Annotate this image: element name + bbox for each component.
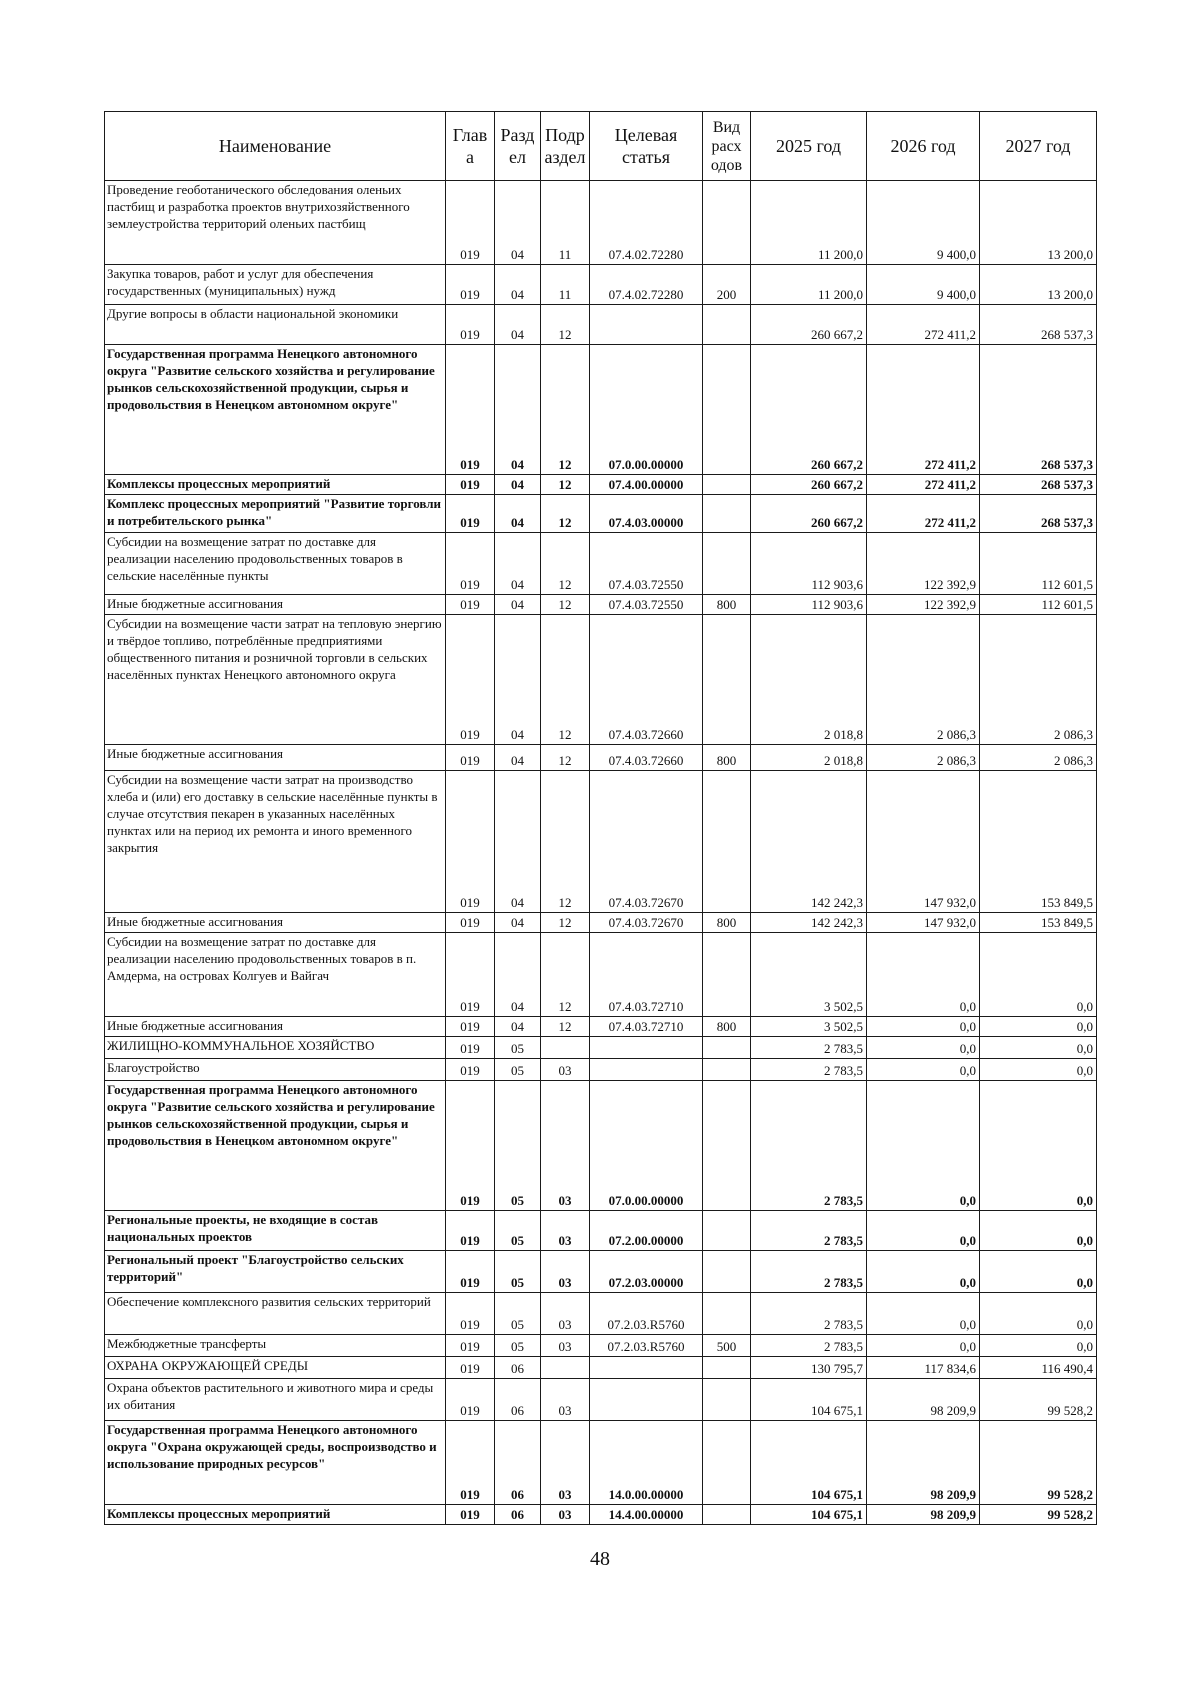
row-subsection: 03 — [541, 1505, 590, 1525]
row-amount-2027: 13 200,0 — [980, 181, 1097, 265]
row-amount-2026: 0,0 — [867, 1251, 980, 1293]
row-subsection: 03 — [541, 1421, 590, 1505]
row-subsection: 03 — [541, 1293, 590, 1335]
row-name: Государственная программа Ненецкого автономного округа "Охрана окружающей среды, воспроизводство и использование природных ресурсов" — [105, 1421, 446, 1505]
row-subsection — [541, 1037, 590, 1059]
row-target-article: 07.4.03.72550 — [590, 595, 703, 615]
row-amount-2027: 99 528,2 — [980, 1505, 1097, 1525]
row-subsection: 12 — [541, 615, 590, 745]
col-header-subsection: Подр аздел — [541, 112, 590, 181]
row-section: 04 — [495, 615, 541, 745]
row-name: Государственная программа Ненецкого автономного округа "Развитие сельского хозяйства и регулирование рынков сельскохозяйственной продукции, сырья и продовольствия в Ненецком автономном округе" — [105, 345, 446, 475]
row-name: Межбюджетные трансферты — [105, 1335, 446, 1357]
table-row — [105, 1357, 1097, 1379]
row-expense-type — [703, 1421, 751, 1505]
row-amount-2025: 260 667,2 — [751, 475, 867, 495]
table-body — [105, 181, 1097, 1525]
row-amount-2025: 260 667,2 — [751, 495, 867, 533]
row-name: Проведение геоботанического обследования оленьих пастбищ и разработка проектов внутрихозяйственного землеустройства территорий оленьих пастбищ — [105, 181, 446, 265]
row-target-article: 07.4.03.72660 — [590, 745, 703, 771]
row-name: Региональный проект "Благоустройство сельских территорий" — [105, 1251, 446, 1293]
row-amount-2027: 0,0 — [980, 1293, 1097, 1335]
row-target-article — [590, 1059, 703, 1081]
row-target-article: 07.2.00.00000 — [590, 1211, 703, 1251]
row-amount-2026: 0,0 — [867, 1335, 980, 1357]
table-row — [105, 933, 1097, 1017]
row-chapter: 019 — [446, 771, 495, 913]
table-row — [105, 745, 1097, 771]
row-chapter: 019 — [446, 1421, 495, 1505]
row-chapter: 019 — [446, 913, 495, 933]
row-amount-2025: 104 675,1 — [751, 1421, 867, 1505]
row-amount-2025: 2 783,5 — [751, 1037, 867, 1059]
row-target-article: 07.4.00.00000 — [590, 475, 703, 495]
row-section: 05 — [495, 1059, 541, 1081]
row-chapter: 019 — [446, 615, 495, 745]
row-section: 05 — [495, 1081, 541, 1211]
row-subsection — [541, 1357, 590, 1379]
budget-table — [104, 111, 1097, 1525]
row-section: 06 — [495, 1357, 541, 1379]
row-expense-type — [703, 1379, 751, 1421]
row-amount-2027: 0,0 — [980, 1037, 1097, 1059]
row-expense-type: 500 — [703, 1335, 751, 1357]
row-expense-type — [703, 475, 751, 495]
row-subsection: 03 — [541, 1059, 590, 1081]
row-expense-type — [703, 1357, 751, 1379]
row-amount-2026: 272 411,2 — [867, 495, 980, 533]
row-target-article: 07.4.03.72710 — [590, 933, 703, 1017]
row-amount-2025: 11 200,0 — [751, 181, 867, 265]
row-amount-2027: 153 849,5 — [980, 771, 1097, 913]
row-name: Субсидии на возмещение затрат по доставке для реализации населению продовольственных товаров в п. Амдерма, на островах Колгуев и Вайгач — [105, 933, 446, 1017]
row-chapter: 019 — [446, 265, 495, 305]
row-target-article: 14.0.00.00000 — [590, 1421, 703, 1505]
table-row — [105, 495, 1097, 533]
row-section: 04 — [495, 595, 541, 615]
row-amount-2026: 98 209,9 — [867, 1379, 980, 1421]
row-chapter: 019 — [446, 181, 495, 265]
row-amount-2025: 2 018,8 — [751, 745, 867, 771]
row-subsection: 03 — [541, 1081, 590, 1211]
row-expense-type — [703, 305, 751, 345]
row-expense-type — [703, 533, 751, 595]
row-amount-2027: 0,0 — [980, 1251, 1097, 1293]
row-subsection: 12 — [541, 533, 590, 595]
row-amount-2025: 112 903,6 — [751, 533, 867, 595]
row-subsection: 03 — [541, 1211, 590, 1251]
row-amount-2025: 2 783,5 — [751, 1251, 867, 1293]
row-chapter: 019 — [446, 1379, 495, 1421]
row-name: ОХРАНА ОКРУЖАЮЩЕЙ СРЕДЫ — [105, 1357, 446, 1379]
row-amount-2026: 122 392,9 — [867, 533, 980, 595]
row-chapter: 019 — [446, 345, 495, 475]
row-amount-2026: 98 209,9 — [867, 1421, 980, 1505]
row-amount-2025: 260 667,2 — [751, 305, 867, 345]
row-section: 05 — [495, 1293, 541, 1335]
row-section: 04 — [495, 745, 541, 771]
row-section: 04 — [495, 933, 541, 1017]
row-amount-2026: 0,0 — [867, 1293, 980, 1335]
row-expense-type — [703, 1505, 751, 1525]
page-number: 48 — [590, 1548, 610, 1570]
table-row — [105, 181, 1097, 265]
row-section: 04 — [495, 181, 541, 265]
col-header-2027: 2027 год — [980, 112, 1097, 181]
row-section: 04 — [495, 771, 541, 913]
row-target-article: 07.4.02.72280 — [590, 181, 703, 265]
table-row — [105, 1293, 1097, 1335]
row-section: 04 — [495, 495, 541, 533]
row-amount-2025: 142 242,3 — [751, 913, 867, 933]
col-header-chapter: Глав а — [446, 112, 495, 181]
row-target-article: 07.2.03.R5760 — [590, 1335, 703, 1357]
row-chapter: 019 — [446, 1357, 495, 1379]
row-amount-2026: 0,0 — [867, 933, 980, 1017]
row-amount-2026: 0,0 — [867, 1211, 980, 1251]
col-header-target-article: Целевая статья — [590, 112, 703, 181]
row-name: Иные бюджетные ассигнования — [105, 745, 446, 771]
row-amount-2025: 11 200,0 — [751, 265, 867, 305]
row-amount-2025: 2 783,5 — [751, 1081, 867, 1211]
row-subsection: 12 — [541, 345, 590, 475]
row-section: 04 — [495, 533, 541, 595]
row-expense-type — [703, 1211, 751, 1251]
row-target-article: 07.0.00.00000 — [590, 345, 703, 475]
row-expense-type — [703, 1081, 751, 1211]
row-expense-type: 800 — [703, 595, 751, 615]
row-chapter: 019 — [446, 1017, 495, 1037]
row-section: 04 — [495, 1017, 541, 1037]
row-amount-2026: 2 086,3 — [867, 615, 980, 745]
row-expense-type — [703, 1251, 751, 1293]
row-expense-type: 800 — [703, 745, 751, 771]
row-subsection: 12 — [541, 771, 590, 913]
row-amount-2027: 268 537,3 — [980, 475, 1097, 495]
row-target-article — [590, 1379, 703, 1421]
row-name: Благоустройство — [105, 1059, 446, 1081]
row-amount-2027: 112 601,5 — [980, 533, 1097, 595]
row-chapter: 019 — [446, 533, 495, 595]
row-amount-2026: 122 392,9 — [867, 595, 980, 615]
row-amount-2027: 0,0 — [980, 1211, 1097, 1251]
row-name: Субсидии на возмещение части затрат на тепловую энергию и твёрдое топливо, потреблённые предприятиями общественного питания и розничной торговли в сельских населённых пунктах Ненецкого автономного округа — [105, 615, 446, 745]
row-name: Субсидии на возмещение части затрат на производство хлеба и (или) его доставку в сельские населённые пункты в случае отсутствия пекарен в указанных населённых пунктах или на период их ремонта и иного временного закрытия — [105, 771, 446, 913]
table-row — [105, 771, 1097, 913]
table-row — [105, 533, 1097, 595]
table-row — [105, 475, 1097, 495]
row-section: 04 — [495, 475, 541, 495]
row-target-article: 07.4.03.72660 — [590, 615, 703, 745]
row-target-article — [590, 305, 703, 345]
row-subsection: 12 — [541, 495, 590, 533]
table-row — [105, 1059, 1097, 1081]
row-amount-2026: 0,0 — [867, 1059, 980, 1081]
row-amount-2026: 0,0 — [867, 1017, 980, 1037]
row-chapter: 019 — [446, 1293, 495, 1335]
row-subsection: 12 — [541, 305, 590, 345]
row-section: 05 — [495, 1037, 541, 1059]
row-amount-2026: 147 932,0 — [867, 913, 980, 933]
row-name: Государственная программа Ненецкого автономного округа "Развитие сельского хозяйства и регулирование рынков сельскохозяйственной продукции, сырья и продовольствия в Ненецком автономном округе" — [105, 1081, 446, 1211]
row-amount-2026: 272 411,2 — [867, 305, 980, 345]
row-target-article: 07.2.03.00000 — [590, 1251, 703, 1293]
row-amount-2027: 0,0 — [980, 1081, 1097, 1211]
row-expense-type: 800 — [703, 1017, 751, 1037]
col-header-expense-type: Вид расх одов — [703, 112, 751, 181]
table-row — [105, 1081, 1097, 1211]
table-row — [105, 305, 1097, 345]
row-amount-2027: 0,0 — [980, 1335, 1097, 1357]
table-row — [105, 265, 1097, 305]
row-chapter: 019 — [446, 305, 495, 345]
row-target-article: 07.0.00.00000 — [590, 1081, 703, 1211]
row-amount-2025: 2 783,5 — [751, 1211, 867, 1251]
row-amount-2025: 104 675,1 — [751, 1379, 867, 1421]
row-target-article: 07.4.03.72670 — [590, 771, 703, 913]
table-row — [105, 345, 1097, 475]
row-expense-type: 800 — [703, 913, 751, 933]
row-amount-2027: 0,0 — [980, 1059, 1097, 1081]
row-section: 05 — [495, 1211, 541, 1251]
row-amount-2026: 272 411,2 — [867, 345, 980, 475]
row-section: 05 — [495, 1335, 541, 1357]
row-amount-2025: 104 675,1 — [751, 1505, 867, 1525]
table-row — [105, 1251, 1097, 1293]
row-expense-type — [703, 1293, 751, 1335]
row-chapter: 019 — [446, 1505, 495, 1525]
row-name: ЖИЛИЩНО-КОММУНАЛЬНОЕ ХОЗЯЙСТВО — [105, 1037, 446, 1059]
row-section: 04 — [495, 305, 541, 345]
row-expense-type — [703, 615, 751, 745]
row-amount-2027: 268 537,3 — [980, 495, 1097, 533]
table-row — [105, 1505, 1097, 1525]
row-amount-2027: 2 086,3 — [980, 615, 1097, 745]
row-section: 04 — [495, 265, 541, 305]
row-section: 06 — [495, 1505, 541, 1525]
row-section: 05 — [495, 1251, 541, 1293]
row-amount-2027: 112 601,5 — [980, 595, 1097, 615]
row-amount-2026: 9 400,0 — [867, 181, 980, 265]
row-amount-2027: 2 086,3 — [980, 745, 1097, 771]
row-amount-2027: 13 200,0 — [980, 265, 1097, 305]
row-subsection: 11 — [541, 181, 590, 265]
row-name: Региональные проекты, не входящие в состав национальных проектов — [105, 1211, 446, 1251]
row-amount-2026: 0,0 — [867, 1081, 980, 1211]
table-row — [105, 1335, 1097, 1357]
col-header-2026: 2026 год — [867, 112, 980, 181]
row-chapter: 019 — [446, 1059, 495, 1081]
row-subsection: 11 — [541, 265, 590, 305]
row-subsection: 12 — [541, 595, 590, 615]
row-amount-2026: 2 086,3 — [867, 745, 980, 771]
table-row — [105, 595, 1097, 615]
row-target-article — [590, 1037, 703, 1059]
row-chapter: 019 — [446, 495, 495, 533]
row-amount-2027: 268 537,3 — [980, 305, 1097, 345]
row-expense-type — [703, 1059, 751, 1081]
row-expense-type — [703, 495, 751, 533]
row-chapter: 019 — [446, 745, 495, 771]
row-amount-2027: 116 490,4 — [980, 1357, 1097, 1379]
row-amount-2025: 142 242,3 — [751, 771, 867, 913]
col-header-name: Наименование — [105, 112, 446, 181]
row-subsection: 12 — [541, 933, 590, 1017]
row-name: Комплексы процессных мероприятий — [105, 475, 446, 495]
row-amount-2025: 3 502,5 — [751, 1017, 867, 1037]
row-amount-2027: 268 537,3 — [980, 345, 1097, 475]
row-amount-2025: 2 018,8 — [751, 615, 867, 745]
row-target-article: 07.4.02.72280 — [590, 265, 703, 305]
row-subsection: 03 — [541, 1335, 590, 1357]
row-amount-2025: 2 783,5 — [751, 1059, 867, 1081]
row-expense-type — [703, 181, 751, 265]
row-chapter: 019 — [446, 1251, 495, 1293]
table-row — [105, 913, 1097, 933]
row-amount-2025: 2 783,5 — [751, 1335, 867, 1357]
row-target-article: 07.4.03.00000 — [590, 495, 703, 533]
row-expense-type — [703, 345, 751, 475]
row-name: Комплексы процессных мероприятий — [105, 1505, 446, 1525]
row-amount-2025: 260 667,2 — [751, 345, 867, 475]
row-expense-type: 200 — [703, 265, 751, 305]
row-amount-2027: 0,0 — [980, 933, 1097, 1017]
row-name: Закупка товаров, работ и услуг для обеспечения государственных (муниципальных) нужд — [105, 265, 446, 305]
row-section: 04 — [495, 913, 541, 933]
row-name: Иные бюджетные ассигнования — [105, 1017, 446, 1037]
table-row — [105, 1037, 1097, 1059]
row-section: 06 — [495, 1379, 541, 1421]
row-target-article — [590, 1357, 703, 1379]
row-amount-2027: 153 849,5 — [980, 913, 1097, 933]
row-target-article: 07.4.03.72670 — [590, 913, 703, 933]
row-subsection: 12 — [541, 1017, 590, 1037]
row-amount-2026: 272 411,2 — [867, 475, 980, 495]
row-chapter: 019 — [446, 1037, 495, 1059]
row-subsection: 03 — [541, 1379, 590, 1421]
row-name: Комплекс процессных мероприятий "Развитие торговли и потребительского рынка" — [105, 495, 446, 533]
row-chapter: 019 — [446, 933, 495, 1017]
row-section: 06 — [495, 1421, 541, 1505]
row-name: Другие вопросы в области национальной экономики — [105, 305, 446, 345]
row-chapter: 019 — [446, 1211, 495, 1251]
row-amount-2025: 3 502,5 — [751, 933, 867, 1017]
row-name: Иные бюджетные ассигнования — [105, 595, 446, 615]
row-subsection: 12 — [541, 475, 590, 495]
row-name: Субсидии на возмещение затрат по доставке для реализации населению продовольственных товаров в сельские населённые пункты — [105, 533, 446, 595]
table-row — [105, 615, 1097, 745]
row-name: Охрана объектов растительного и животного мира и среды их обитания — [105, 1379, 446, 1421]
row-section: 04 — [495, 345, 541, 475]
table-row — [105, 1421, 1097, 1505]
row-target-article: 07.4.03.72710 — [590, 1017, 703, 1037]
row-amount-2026: 0,0 — [867, 1037, 980, 1059]
row-chapter: 019 — [446, 475, 495, 495]
row-amount-2025: 112 903,6 — [751, 595, 867, 615]
row-chapter: 019 — [446, 595, 495, 615]
row-expense-type — [703, 933, 751, 1017]
row-expense-type — [703, 1037, 751, 1059]
table-header-row — [105, 112, 1097, 181]
row-amount-2027: 99 528,2 — [980, 1379, 1097, 1421]
table-row — [105, 1379, 1097, 1421]
row-target-article: 07.2.03.R5760 — [590, 1293, 703, 1335]
row-subsection: 03 — [541, 1251, 590, 1293]
table-row — [105, 1211, 1097, 1251]
row-chapter: 019 — [446, 1335, 495, 1357]
row-amount-2026: 98 209,9 — [867, 1505, 980, 1525]
row-amount-2026: 147 932,0 — [867, 771, 980, 913]
row-subsection: 12 — [541, 913, 590, 933]
row-amount-2025: 130 795,7 — [751, 1357, 867, 1379]
col-header-2025: 2025 год — [751, 112, 867, 181]
row-subsection: 12 — [541, 745, 590, 771]
row-amount-2026: 117 834,6 — [867, 1357, 980, 1379]
row-chapter: 019 — [446, 1081, 495, 1211]
row-expense-type — [703, 771, 751, 913]
row-amount-2025: 2 783,5 — [751, 1293, 867, 1335]
row-amount-2026: 9 400,0 — [867, 265, 980, 305]
row-amount-2027: 99 528,2 — [980, 1421, 1097, 1505]
row-name: Иные бюджетные ассигнования — [105, 913, 446, 933]
row-target-article: 07.4.03.72550 — [590, 533, 703, 595]
row-amount-2027: 0,0 — [980, 1017, 1097, 1037]
row-target-article: 14.4.00.00000 — [590, 1505, 703, 1525]
col-header-section: Разд ел — [495, 112, 541, 181]
row-name: Обеспечение комплексного развития сельских территорий — [105, 1293, 446, 1335]
table-row — [105, 1017, 1097, 1037]
